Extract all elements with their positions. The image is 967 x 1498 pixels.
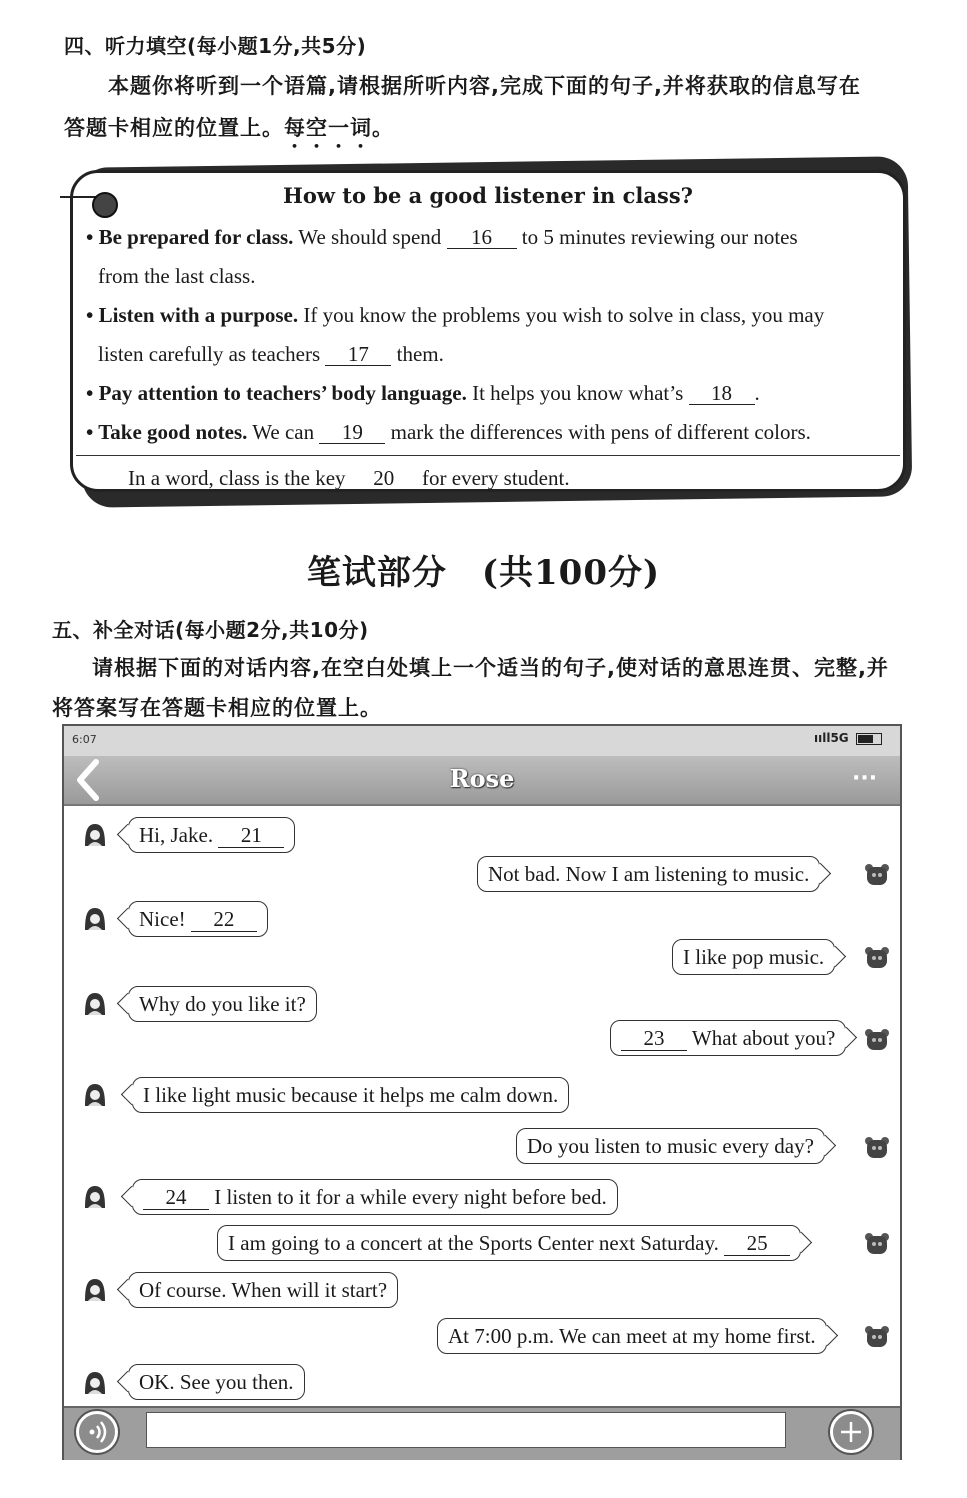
- girl-avatar-icon: [82, 1370, 108, 1396]
- blank-18[interactable]: 18: [689, 382, 755, 405]
- bullet-2-cont: listen carefully as teachers 17 them.: [98, 342, 444, 366]
- chat-message-right: 23 What about you?: [610, 1020, 846, 1056]
- boy-avatar-icon: [864, 1027, 890, 1053]
- chat-message-left: I like light music because it helps me calm down.: [132, 1077, 569, 1113]
- voice-button[interactable]: [76, 1411, 118, 1453]
- card-summary: In a word, class is the key 20 for every student.: [128, 466, 570, 490]
- section4-instruction-2: 答题卡相应的位置上。每空一词。: [64, 116, 394, 140]
- blank-21[interactable]: 21: [218, 823, 284, 848]
- chat-message-left: OK. See you then.: [128, 1364, 305, 1400]
- bullet-1-cont: from the last class.: [98, 264, 256, 288]
- girl-avatar-icon: [82, 991, 108, 1017]
- blank-22[interactable]: 22: [191, 907, 257, 932]
- blank-24[interactable]: 24: [143, 1185, 209, 1210]
- chat-message-left: Of course. When will it start?: [128, 1272, 398, 1308]
- status-time: 6:07: [72, 733, 97, 746]
- chat-message-right: I like pop music.: [672, 939, 835, 975]
- boy-avatar-icon: [864, 945, 890, 971]
- boy-avatar-icon: [864, 1231, 890, 1257]
- boy-avatar-icon: [864, 1135, 890, 1161]
- message-input[interactable]: [146, 1412, 786, 1448]
- signal-icon: ııll5G: [814, 731, 882, 745]
- card-divider: [76, 455, 900, 456]
- girl-avatar-icon: [82, 822, 108, 848]
- girl-avatar-icon: [82, 1277, 108, 1303]
- chat-message-left: Hi, Jake. 21: [128, 817, 295, 853]
- card-title: How to be a good listener in class?: [283, 183, 693, 208]
- more-icon[interactable]: ···: [852, 766, 878, 791]
- bullet-4: • Take good notes. We can 19 mark the differences with pens of different colors.: [86, 420, 811, 444]
- girl-avatar-icon: [82, 906, 108, 932]
- written-part-title: 笔试部分 (共100分): [306, 553, 661, 593]
- chat-message-right: I am going to a concert at the Sports Center next Saturday. 25: [217, 1225, 801, 1261]
- chat-message-left: Why do you like it?: [128, 986, 317, 1022]
- chat-message-right: Do you listen to music every day?: [516, 1128, 825, 1164]
- battery-icon: [856, 733, 882, 745]
- boy-avatar-icon: [864, 862, 890, 888]
- section5-instruction-2: 将答案写在答题卡相应的位置上。: [52, 696, 382, 720]
- plus-icon: [833, 1414, 869, 1450]
- chat-message-left: 24 I listen to it for a while every night before bed.: [132, 1179, 618, 1215]
- blank-25[interactable]: 25: [724, 1231, 790, 1256]
- boy-avatar-icon: [864, 1324, 890, 1350]
- section5-instruction-1: 请根据下面的对话内容,在空白处填上一个适当的句子,使对话的意思连贯、完整,并: [92, 656, 889, 680]
- blank-23[interactable]: 23: [621, 1026, 687, 1051]
- section4-instruction-1: 本题你将听到一个语篇,请根据所听内容,完成下面的句子,并将获取的信息写在: [108, 74, 861, 98]
- chat-message-left: Nice! 22: [128, 901, 268, 937]
- bullet-3: • Pay attention to teachers’ body language. It helps you know what’s 18 .: [86, 381, 760, 405]
- chat-message-right: At 7:00 p.m. We can meet at my home first.: [437, 1318, 827, 1354]
- section4-heading: 四、听力填空(每小题1分,共5分): [64, 34, 367, 58]
- blank-16[interactable]: 16: [447, 226, 517, 249]
- voice-icon: [79, 1414, 115, 1450]
- chat-message-right: Not bad. Now I am listening to music.: [477, 856, 820, 892]
- bullet-2: • Listen with a purpose. If you know the problems you wish to solve in class, you may: [86, 303, 825, 327]
- status-bar: [64, 726, 900, 756]
- blank-20[interactable]: 20: [351, 467, 417, 490]
- blank-19[interactable]: 19: [319, 421, 385, 444]
- add-button[interactable]: [830, 1411, 872, 1453]
- blank-17[interactable]: 17: [325, 343, 391, 366]
- girl-avatar-icon: [82, 1082, 108, 1108]
- bullet-1: • Be prepared for class. We should spend 16 to 5 minutes reviewing our notes: [86, 225, 798, 249]
- girl-avatar-icon: [82, 1184, 108, 1210]
- section5-heading: 五、补全对话(每小题2分,共10分): [52, 618, 369, 642]
- chat-title: Rose: [449, 764, 515, 793]
